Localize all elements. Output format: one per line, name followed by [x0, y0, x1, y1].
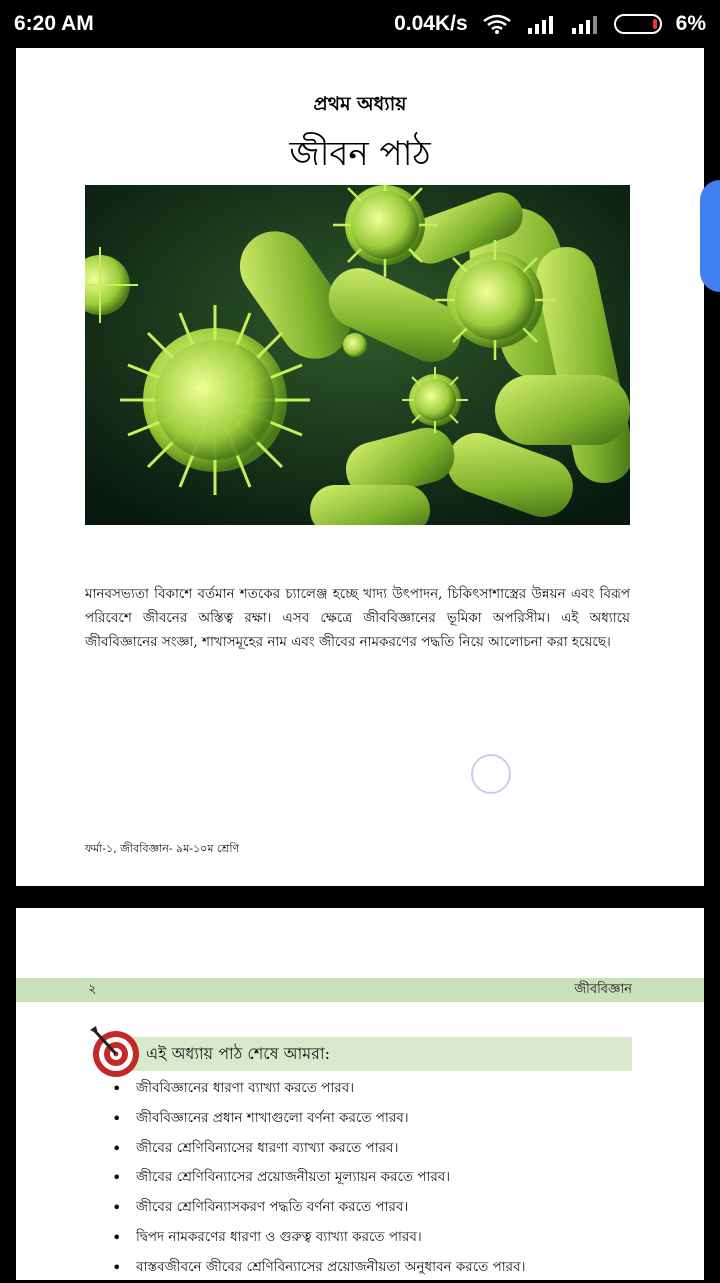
objectives-heading [126, 1037, 632, 1071]
objectives-heading-text: এই অধ্যায় পাঠ শেষে আমরা: [146, 1043, 331, 1063]
page-header-band [16, 978, 704, 1002]
chapter-label: প্রথম অধ্যায় [313, 93, 407, 115]
subject-name: জীববিজ্ঞান [574, 981, 632, 997]
list-item: • জীবের শ্রেণিবিন্যাসকরণ পদ্ধতি বর্ণনা করতে পারব। [112, 1193, 632, 1223]
loading-spinner-icon [471, 754, 511, 794]
signal-icon-2 [570, 14, 600, 34]
network-speed: 0.04K/s [394, 12, 468, 35]
battery-icon [614, 14, 662, 34]
bacteria-illustration [85, 185, 630, 525]
status-bar [0, 0, 720, 48]
list-item: • জীববিজ্ঞানের ধারণা ব্যাখ্যা করতে পারব। [112, 1074, 632, 1104]
chapter-intro-paragraph: মানবসভ্যতা বিকাশে বর্তমান শতকের চ্যালেঞ্জ হচ্ছে খাদ্য উৎপাদন, চিকিৎসাশাস্ত্রের উন্নয়ন এবং বিরূপ পরিবেশে জীবনের অস্তিত্ব রক্ষা। এসব ক্ষেত্রে জীববিজ্ঞানের ভূমিকা অপরিসীম। এই অধ্যায়ে জীববিজ্ঞানের সংজ্ঞা, শাখাসমূহের নাম এবং জীবের নামকরণের পদ্ধতি নিয়ে আলোচনা করা হয়েছে। [85, 586, 630, 650]
list-item: • বাস্তবজীবনে জীবের শ্রেণিবিন্যাসের প্রয়োজনীয়তা অনুধাবন করতে পারব। [112, 1253, 632, 1283]
pdf-page-1[interactable] [16, 48, 704, 886]
list-item: • জীববিজ্ঞানের প্রধান শাখাগুলো বর্ণনা করতে পারব। [112, 1104, 632, 1134]
wifi-icon [482, 13, 512, 35]
list-item: • দ্বিপদ নামকরণের ধারণা ও গুরুত্ব ব্যাখ্যা করতে পারব। [112, 1223, 632, 1253]
battery-level: 6% [675, 12, 706, 35]
status-indicators [394, 12, 706, 36]
page-footer-note: ফর্মা-১, জীববিজ্ঞান- ৯ম-১০ম শ্রেণি [85, 842, 240, 855]
list-item: • জীবের শ্রেণিবিন্যাসের ধারণা ব্যাখ্যা করতে পারব। [112, 1134, 632, 1164]
target-icon [88, 1026, 140, 1078]
status-time: 6:20 AM [14, 12, 94, 35]
pdf-page-2[interactable] [16, 908, 704, 1280]
page-number: ২ [88, 981, 97, 997]
list-item: • জীবের শ্রেণিবিন্যাসের প্রয়োজনীয়তা মূল্যায়ন করতে পারব। [112, 1163, 632, 1193]
side-pull-tab[interactable] [700, 180, 720, 292]
signal-icon [526, 14, 556, 34]
objectives-list [112, 1074, 632, 1283]
chapter-title: জীবন পাঠ [289, 134, 431, 174]
